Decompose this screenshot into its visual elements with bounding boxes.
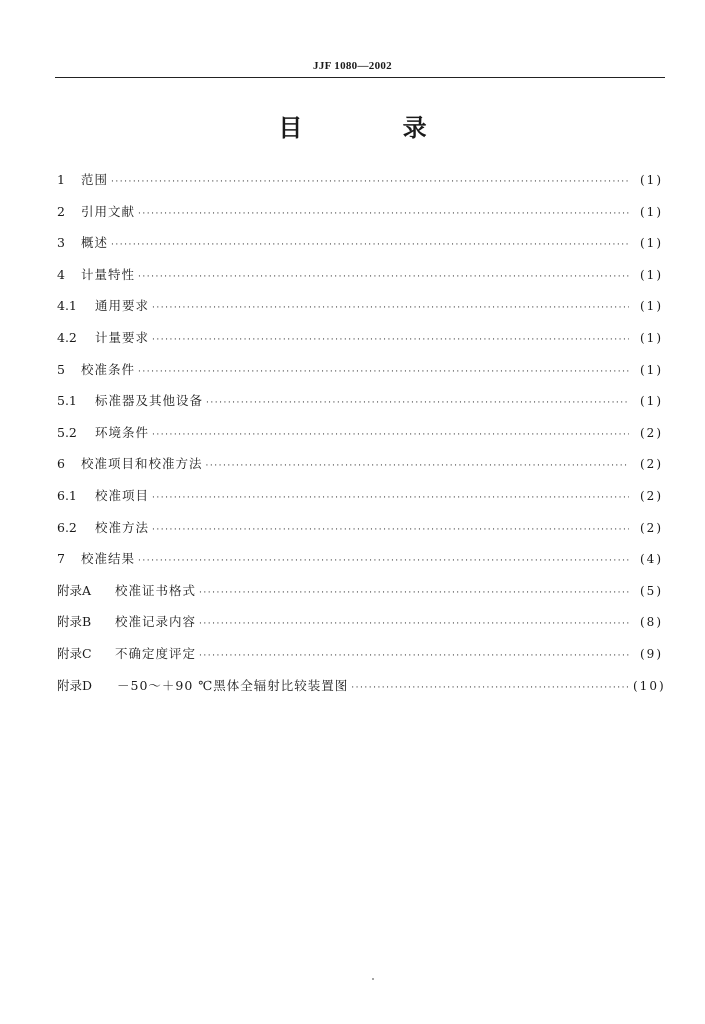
toc-entry-page: (1) xyxy=(640,204,663,219)
toc-entry-label: 环境条件 xyxy=(95,424,150,440)
toc-entry-page: (1) xyxy=(640,394,663,409)
toc-entry-label: 校准结果 xyxy=(81,551,136,567)
toc-entry-page: (8) xyxy=(640,615,663,630)
toc-entry-page: (1) xyxy=(640,362,663,377)
toc-entry xyxy=(57,170,663,202)
toc-leader-dots xyxy=(138,551,629,571)
toc-entry-label: 概述 xyxy=(81,235,109,251)
toc-entry xyxy=(57,423,663,455)
toc-entry-label: 不确定度评定 xyxy=(115,645,197,661)
toc-leader-dots xyxy=(111,172,629,192)
toc-leader-dots xyxy=(111,235,629,255)
toc-list xyxy=(57,170,666,707)
toc-entry xyxy=(57,581,663,613)
toc-entry xyxy=(57,612,663,644)
toc-entry-number: 附录C xyxy=(57,645,92,661)
toc-entry-label: 校准项目和校准方法 xyxy=(81,456,203,472)
toc-entry-label: 校准条件 xyxy=(81,361,136,377)
toc-leader-dots xyxy=(206,393,629,413)
toc-entry xyxy=(57,296,663,328)
toc-entry-number: 5.1 xyxy=(57,393,77,409)
toc-entry-number: 6.1 xyxy=(57,487,77,503)
toc-entry-page: (2) xyxy=(640,425,663,440)
toc-title: 目 录 xyxy=(278,114,473,142)
toc-entry-page: (5) xyxy=(640,583,663,598)
toc-entry-page: (10) xyxy=(633,678,666,693)
toc-entry xyxy=(57,454,663,486)
toc-entry-page: (4) xyxy=(640,552,663,567)
toc-entry-number: 附录D xyxy=(57,677,93,693)
toc-entry-number: 5.2 xyxy=(57,424,77,440)
toc-leader-dots xyxy=(138,362,629,382)
toc-entry-page: (1) xyxy=(640,299,663,314)
toc-entry xyxy=(57,233,663,265)
scan-speck xyxy=(372,978,374,980)
toc-entry xyxy=(57,391,663,423)
toc-entry-label: －50～＋90 ℃黑体全辐射比较装置图 xyxy=(117,677,349,693)
toc-leader-dots xyxy=(206,456,629,476)
toc-entry-label: 校准记录内容 xyxy=(115,614,197,630)
toc-leader-dots xyxy=(152,298,629,318)
toc-entry-label: 计量特性 xyxy=(81,266,136,282)
toc-leader-dots xyxy=(199,614,629,634)
toc-entry-page: (1) xyxy=(640,236,663,251)
toc-entry-label: 校准项目 xyxy=(95,487,150,503)
toc-entry-page: (9) xyxy=(640,646,663,661)
toc-entry-number: 7 xyxy=(57,551,65,567)
toc-entry-page: (1) xyxy=(640,173,663,187)
toc-leader-dots xyxy=(199,646,629,666)
toc-entry xyxy=(57,202,663,234)
toc-entry-label: 校准方法 xyxy=(95,519,150,535)
toc-leader-dots xyxy=(152,425,629,445)
toc-entry-number: 6 xyxy=(57,456,65,472)
toc-entry xyxy=(57,360,663,392)
toc-entry-label: 校准证书格式 xyxy=(115,582,197,598)
toc-entry-page: (1) xyxy=(640,330,663,345)
toc-leader-dots xyxy=(152,520,629,540)
toc-entry xyxy=(57,644,663,676)
toc-leader-dots xyxy=(199,583,629,603)
toc-entry-number: 3 xyxy=(57,235,65,251)
toc-leader-dots xyxy=(152,488,629,508)
toc-leader-dots xyxy=(152,330,629,350)
toc-entry xyxy=(57,518,663,550)
toc-entry-number: 1 xyxy=(57,172,65,187)
toc-entry xyxy=(57,549,663,581)
toc-entry-number: 5 xyxy=(57,361,65,377)
toc-leader-dots xyxy=(351,678,629,698)
toc-entry-page: (1) xyxy=(640,267,663,282)
toc-entry xyxy=(57,265,663,297)
standard-code-header: JJF 1080—2002 xyxy=(313,60,392,72)
toc-entry-label: 计量要求 xyxy=(95,329,150,345)
toc-leader-dots xyxy=(138,204,629,224)
toc-entry-label: 通用要求 xyxy=(95,298,150,314)
toc-entry-number: 4.1 xyxy=(57,298,77,314)
toc-entry-number: 4 xyxy=(57,266,65,282)
toc-entry xyxy=(57,328,663,360)
toc-entry-label: 范围 xyxy=(81,172,109,187)
toc-entry-page: (2) xyxy=(640,488,663,503)
toc-entry-page: (2) xyxy=(640,520,663,535)
toc-entry-number: 2 xyxy=(57,203,65,219)
toc-entry-number: 4.2 xyxy=(57,329,77,345)
toc-leader-dots xyxy=(138,267,629,287)
toc-entry-number: 附录B xyxy=(57,614,92,630)
toc-entry-number: 附录A xyxy=(57,582,92,598)
toc-entry-number: 6.2 xyxy=(57,519,77,535)
toc-entry-page: (2) xyxy=(640,457,663,472)
toc-entry-label: 标准器及其他设备 xyxy=(95,393,204,409)
header-rule xyxy=(55,77,665,78)
toc-entry-label: 引用文献 xyxy=(81,203,136,219)
toc-entry xyxy=(57,486,663,518)
toc-entry xyxy=(57,676,666,708)
